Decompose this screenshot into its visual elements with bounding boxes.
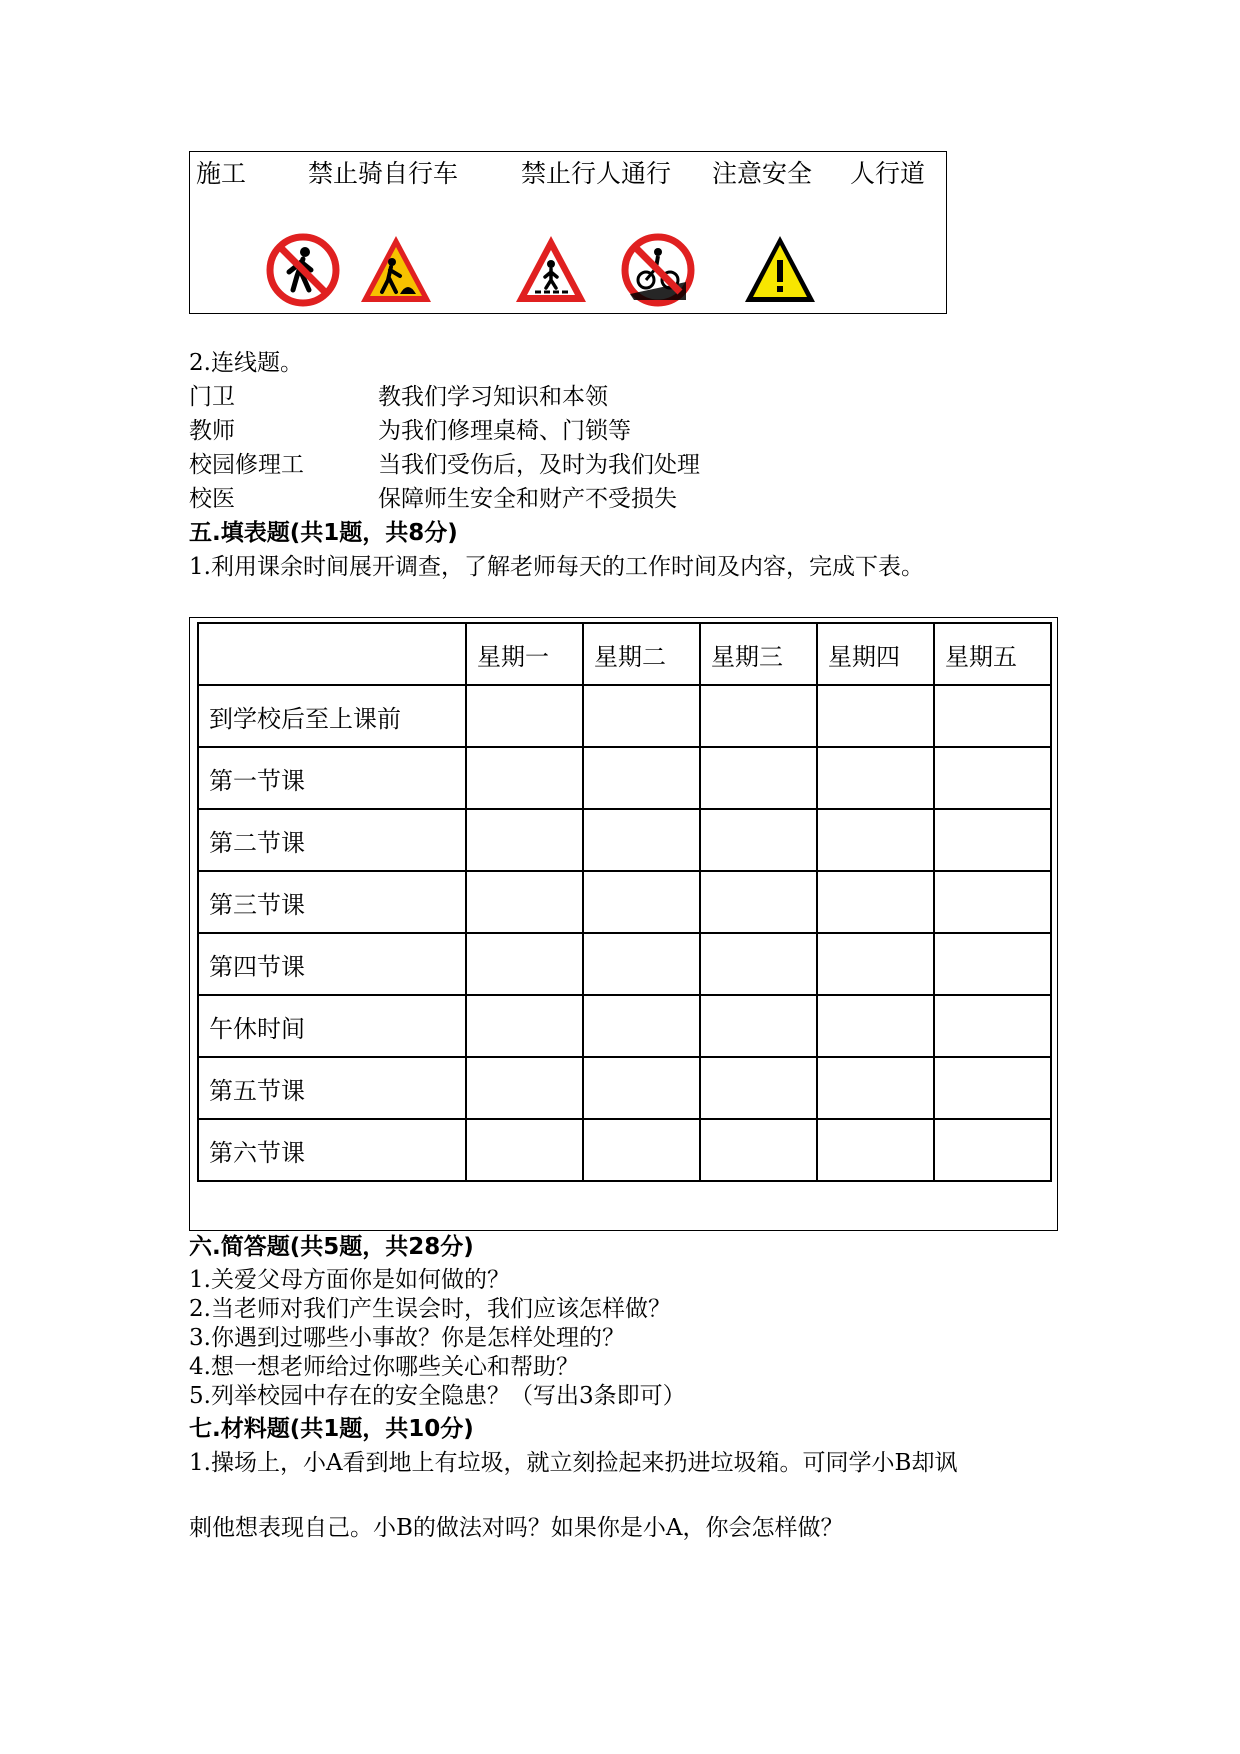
section6-question: 1.关爱父母方面你是如何做的？	[189, 1267, 510, 1293]
table-empty-cell[interactable]	[583, 871, 700, 933]
table-row-header: 第一节课	[198, 747, 466, 809]
table-empty-cell[interactable]	[466, 1057, 583, 1119]
table-empty-cell[interactable]	[817, 809, 934, 871]
table-row-header: 第六节课	[198, 1119, 466, 1181]
table-empty-cell[interactable]	[817, 995, 934, 1057]
matching-right-item: 为我们修理桌椅、门锁等	[378, 418, 631, 444]
table-empty-cell[interactable]	[466, 685, 583, 747]
traffic-signs-box	[189, 151, 947, 314]
table-empty-cell[interactable]	[583, 995, 700, 1057]
table-column-header: 星期五	[934, 623, 1051, 685]
table-empty-cell[interactable]	[583, 1057, 700, 1119]
table-empty-cell[interactable]	[583, 809, 700, 871]
table-row-header: 第二节课	[198, 809, 466, 871]
table-empty-cell[interactable]	[934, 1119, 1051, 1181]
table-header-row	[198, 623, 1051, 685]
matching-right-item: 保障师生安全和财产不受损失	[378, 486, 677, 512]
matching-left-item: 校园修理工	[189, 452, 304, 478]
no-bicycle-icon	[620, 232, 696, 308]
table-empty-cell[interactable]	[934, 685, 1051, 747]
table-empty-cell[interactable]	[466, 871, 583, 933]
table-empty-cell[interactable]	[700, 1119, 817, 1181]
section5-heading: 五.填表题(共1题，共8分)	[189, 520, 458, 546]
table-empty-cell[interactable]	[700, 747, 817, 809]
table-column-header: 星期一	[466, 623, 583, 685]
table-empty-cell[interactable]	[934, 995, 1051, 1057]
table-empty-cell[interactable]	[466, 933, 583, 995]
table-empty-cell[interactable]	[583, 747, 700, 809]
section6-heading: 六.简答题(共5题，共28分)	[189, 1234, 474, 1260]
table-row	[198, 809, 1051, 871]
table-row	[198, 1057, 1051, 1119]
table-row	[198, 1119, 1051, 1181]
table-row	[198, 871, 1051, 933]
matching-left-item: 校医	[189, 486, 235, 512]
sign-label-caution: 注意安全	[712, 159, 813, 188]
table-empty-cell[interactable]	[817, 1119, 934, 1181]
table-empty-cell[interactable]	[700, 685, 817, 747]
no-pedestrian-icon	[265, 232, 341, 308]
table-corner-cell	[198, 623, 466, 685]
sign-label-no-bicycle: 禁止骑自行车	[308, 159, 459, 188]
table-empty-cell[interactable]	[583, 685, 700, 747]
table-empty-cell[interactable]	[466, 995, 583, 1057]
section6-question: 3.你遇到过哪些小事故？你是怎样处理的？	[189, 1325, 625, 1351]
section5-question: 1.利用课余时间展开调查，了解老师每天的工作时间及内容，完成下表。	[189, 554, 924, 580]
section6-question: 5.列举校园中存在的安全隐患？（写出3条即可）	[189, 1383, 686, 1409]
sign-label-sidewalk: 人行道	[850, 159, 926, 188]
table-empty-cell[interactable]	[466, 747, 583, 809]
table-row-header: 第三节课	[198, 871, 466, 933]
table-row	[198, 995, 1051, 1057]
caution-sign-icon	[742, 232, 818, 308]
matching-title: 2.连线题。	[189, 350, 303, 376]
schedule-table-frame	[189, 617, 1058, 1231]
matching-left-item: 教师	[189, 418, 235, 444]
table-empty-cell[interactable]	[817, 871, 934, 933]
matching-right-item: 当我们受伤后，及时为我们处理	[378, 452, 700, 478]
table-row-header: 到学校后至上课前	[198, 685, 466, 747]
construction-sign-icon	[358, 232, 434, 308]
table-empty-cell[interactable]	[934, 747, 1051, 809]
table-empty-cell[interactable]	[583, 933, 700, 995]
table-column-header: 星期二	[583, 623, 700, 685]
table-empty-cell[interactable]	[817, 685, 934, 747]
schedule-table	[197, 622, 1052, 1182]
table-row	[198, 747, 1051, 809]
table-empty-cell[interactable]	[700, 995, 817, 1057]
table-empty-cell[interactable]	[934, 809, 1051, 871]
table-empty-cell[interactable]	[934, 871, 1051, 933]
sign-label-construction: 施工	[196, 159, 247, 188]
table-column-header: 星期三	[700, 623, 817, 685]
matching-left-item: 门卫	[189, 384, 235, 410]
table-row-header: 第四节课	[198, 933, 466, 995]
section7-heading: 七.材料题(共1题，共10分)	[189, 1416, 474, 1442]
table-empty-cell[interactable]	[934, 933, 1051, 995]
table-empty-cell[interactable]	[817, 747, 934, 809]
table-row-header: 第五节课	[198, 1057, 466, 1119]
section7-text-line1: 1.操场上，小A看到地上有垃圾，就立刻捡起来扔进垃圾箱。可同学小B却讽	[189, 1450, 958, 1476]
table-empty-cell[interactable]	[934, 1057, 1051, 1119]
table-empty-cell[interactable]	[700, 809, 817, 871]
table-empty-cell[interactable]	[817, 933, 934, 995]
section6-question: 4.想一想老师给过你哪些关心和帮助？	[189, 1354, 579, 1380]
sign-label-no-pedestrian: 禁止行人通行	[521, 159, 672, 188]
table-empty-cell[interactable]	[583, 1119, 700, 1181]
table-row	[198, 933, 1051, 995]
table-empty-cell[interactable]	[466, 809, 583, 871]
table-row	[198, 685, 1051, 747]
section7-text-line2: 刺他想表现自己。小B的做法对吗？如果你是小A，你会怎样做？	[189, 1515, 844, 1541]
table-empty-cell[interactable]	[817, 1057, 934, 1119]
table-empty-cell[interactable]	[700, 871, 817, 933]
crosswalk-sign-icon	[513, 232, 589, 308]
matching-right-item: 教我们学习知识和本领	[378, 384, 608, 410]
section6-question: 2.当老师对我们产生误会时，我们应该怎样做？	[189, 1296, 671, 1322]
table-column-header: 星期四	[817, 623, 934, 685]
table-empty-cell[interactable]	[700, 1057, 817, 1119]
table-empty-cell[interactable]	[700, 933, 817, 995]
table-row-header: 午休时间	[198, 995, 466, 1057]
table-empty-cell[interactable]	[466, 1119, 583, 1181]
